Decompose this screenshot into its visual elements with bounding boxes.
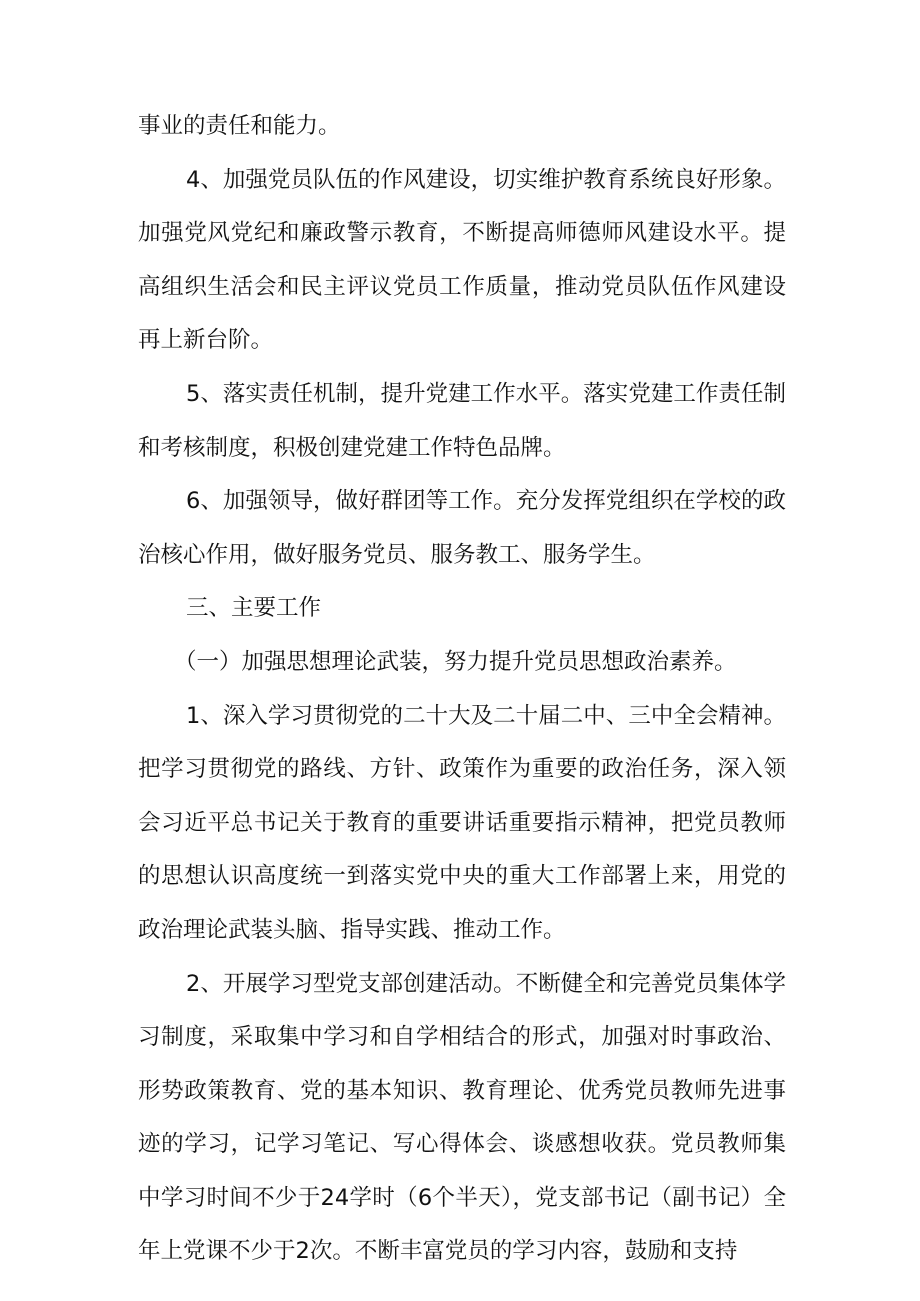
paragraph-item-2: 2、开展学习型党支部创建活动。不断健全和完善党员集体学习制度，采取集中学习和自学相结合的形式，加强对时事政治、形势政策教育、党的基本知识、教育理论、优秀党员教师先进事迹的学习，记学习笔记、写心得体会、谈感想收获。党员教师集中学习时间不少于24学时（6个半天），党支部书记（副书记）全年上党课不少于2次。不断丰富党员的学习内容，鼓励和支持 xyxy=(138,970,786,1265)
subsection-heading-1: （一）加强思想理论武装，努力提升党员思想政治素养。 xyxy=(174,648,737,675)
paragraph-item-5: 5、落实责任机制，提升党建工作水平。落实党建工作责任制和考核制度，积极创建党建工作特色品牌。 xyxy=(138,380,786,461)
paragraph-item-6: 6、加强领导，做好群团等工作。充分发挥党组织在学校的政治核心作用，做好服务党员、服务教工、服务学生。 xyxy=(138,488,786,568)
section-heading-main-work: 三、主要工作 xyxy=(186,595,322,622)
paragraph-item-1: 1、深入学习贯彻党的二十大及二十届二中、三中全会精神。把学习贯彻党的路线、方针、政策作为重要的政治任务，深入领会习近平总书记关于教育的重要讲话重要指示精神，把党员教师的思想认识高度统一到落实党中央的重大工作部署上来，用党的政治理论武装头脑、指导实践、推动工作。 xyxy=(138,702,786,943)
paragraph-continuation: 事业的责任和能力。 xyxy=(138,113,341,139)
document-body xyxy=(138,100,786,1279)
paragraph-item-4: 4、加强党员队伍的作风建设，切实维护教育系统良好形象。加强党风党纪和廉政警示教育，不断提高师德师风建设水平。提高组织生活会和民主评议党员工作质量，推动党员队伍作风建设再上新台阶。 xyxy=(138,166,786,354)
